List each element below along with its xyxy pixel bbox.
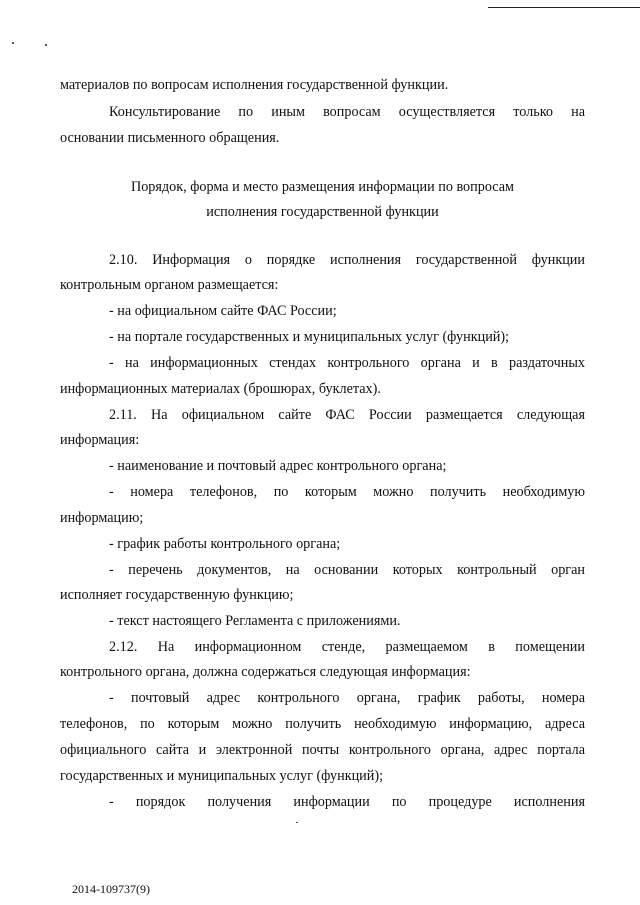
- list-item: - на официальном сайте ФАС России;: [109, 303, 337, 319]
- text-line: контрольного органа, должна содержаться следующая информация:: [60, 664, 471, 680]
- scan-speck: [12, 42, 14, 44]
- text-line: информацию;: [60, 510, 144, 526]
- text-line: информационных материалах (брошюрах, буклетах).: [60, 381, 381, 397]
- text-line: контрольным органом размещается:: [60, 277, 279, 293]
- list-item: - текст настоящего Регламента с приложениями.: [109, 613, 401, 629]
- text-line: Консультирование по иным вопросам осуществляется только на: [109, 104, 585, 120]
- text-line: официального сайта и электронной почты контрольного органа, адрес портала: [60, 742, 585, 758]
- text-line: основании письменного обращения.: [60, 130, 280, 146]
- list-item: - график работы контрольного органа;: [109, 536, 341, 552]
- scan-artifact-line: [488, 7, 640, 8]
- list-item: - перечень документов, на основании которых контрольный орган: [109, 562, 585, 578]
- text-line: материалов по вопросам исполнения государственной функции.: [60, 77, 449, 93]
- list-item: - наименование и почтовый адрес контрольного органа;: [109, 458, 447, 474]
- list-item: - номера телефонов, по которым можно получить необходимую: [109, 484, 585, 500]
- text-line: государственных и муниципальных услуг (функций);: [60, 768, 384, 784]
- list-item: - на информационных стендах контрольного органа и в раздаточных: [109, 355, 585, 371]
- section-heading: Порядок, форма и место размещения информации по вопросам: [130, 179, 515, 195]
- scan-speck: [45, 44, 47, 46]
- list-item: - порядок получения информации по процедуре исполнения: [109, 794, 585, 810]
- text-line: 2.12. На информационном стенде, размещаемом в помещении: [109, 639, 585, 655]
- text-line: 2.11. На официальном сайте ФАС России размещается следующая: [109, 407, 585, 423]
- list-item: - на портале государственных и муниципальных услуг (функций);: [109, 329, 510, 345]
- text-line: информация:: [60, 432, 140, 448]
- text-line: 2.10. Информация о порядке исполнения государственной функции: [109, 252, 585, 268]
- document-code: 2014-109737(9): [72, 882, 150, 896]
- section-heading: исполнения государственной функции: [206, 204, 439, 220]
- text-line: исполняет государственную функцию;: [60, 587, 294, 603]
- text-line: телефонов, по которым можно получить необходимую информацию, адреса: [60, 716, 585, 732]
- list-item: - почтовый адрес контрольного органа, график работы, номера: [109, 690, 585, 706]
- scan-speck: [296, 822, 298, 823]
